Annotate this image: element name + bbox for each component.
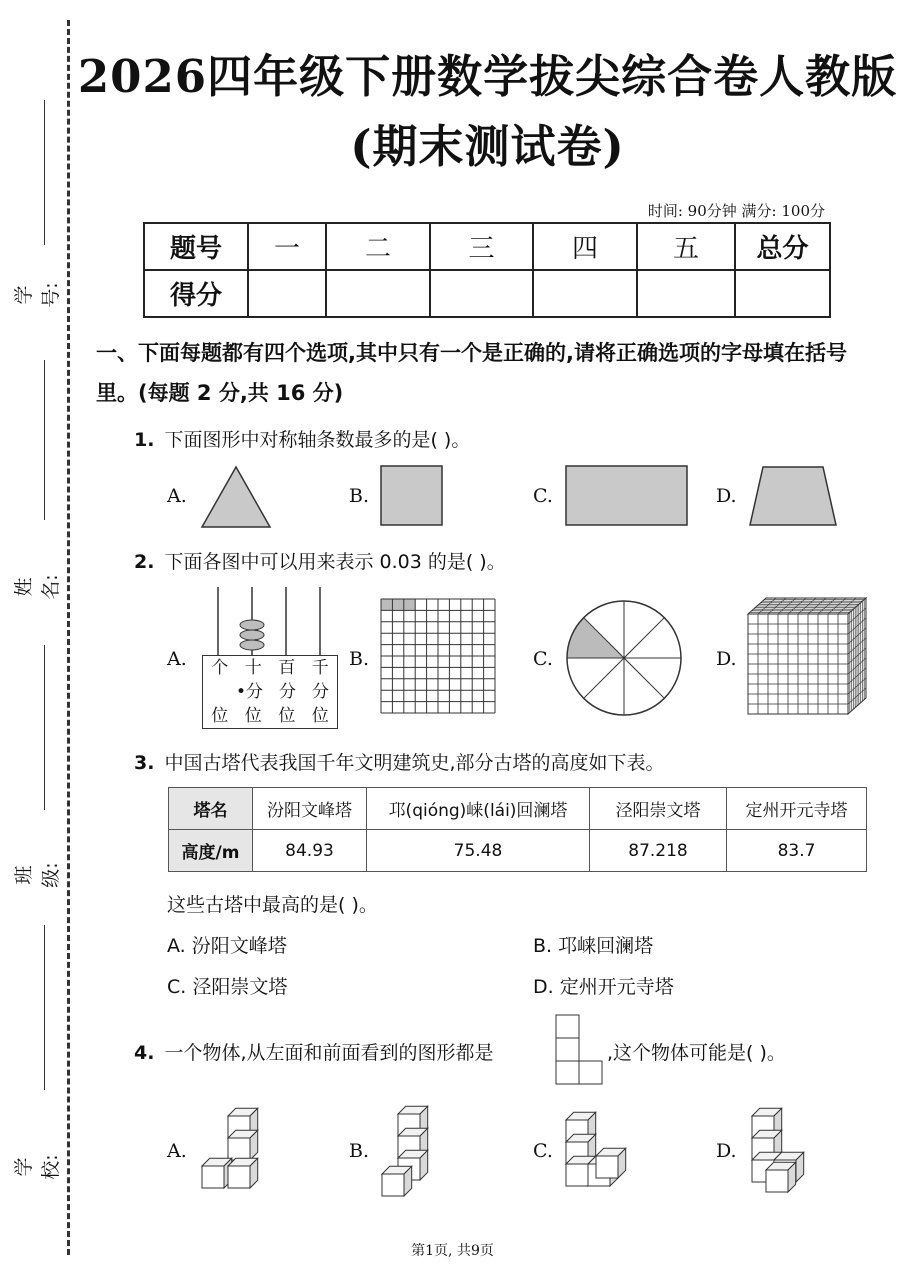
- option-b: B. 邛崃回澜塔: [533, 935, 654, 957]
- exam-meta: 时间: 90分钟 满分: 100分: [647, 202, 825, 220]
- hundred-grid-figure: [380, 598, 496, 714]
- question-text: 一个物体,从左面和前面看到的图形都是: [164, 1042, 494, 1064]
- option-label: D.: [716, 648, 737, 670]
- option-label: D.: [716, 1140, 737, 1162]
- question-number: 4.: [134, 1042, 155, 1064]
- option-label: C.: [533, 648, 553, 670]
- option-c: C. 泾阳崇文塔: [167, 976, 288, 998]
- table-header-cell: 汾阳文峰塔: [253, 788, 367, 830]
- question-number: 2.: [134, 551, 155, 573]
- triangle-figure: [200, 465, 272, 529]
- section-heading: 一、下面每题都有四个选项,其中只有一个是正确的,请将正确选项的字母填在括号里。(每题 2 分,共 16 分): [96, 341, 847, 405]
- trapezoid-figure: [748, 465, 838, 527]
- score-header-cell: 总分: [735, 223, 830, 270]
- option-label: B.: [349, 485, 370, 507]
- class-line: [44, 645, 45, 810]
- place-char: 个: [211, 658, 229, 678]
- score-cell[interactable]: [326, 270, 430, 317]
- table-header-cell: 泾阳崇文塔: [590, 788, 727, 830]
- score-header-cell: 四: [533, 223, 637, 270]
- table-header-cell: 塔名: [169, 788, 253, 830]
- place-char: 千: [311, 658, 329, 678]
- table-header-cell: 定州开元寺塔: [727, 788, 867, 830]
- page-title: 2026四年级下册数学拔尖综合卷人教版: [77, 50, 898, 103]
- score-row-label: 得分: [144, 270, 248, 317]
- score-cell[interactable]: [430, 270, 533, 317]
- binding-dashed-line: [67, 20, 70, 1255]
- option-label: B.: [349, 648, 370, 670]
- page-footer: 第1页, 共9页: [411, 1243, 494, 1259]
- question-followup: 这些古塔中最高的是( )。: [167, 894, 378, 916]
- option-label: A.: [167, 1140, 187, 1162]
- question-text: 下面各图中可以用来表示 0.03 的是( )。: [164, 551, 506, 573]
- score-cell[interactable]: [735, 270, 830, 317]
- score-cell[interactable]: [248, 270, 326, 317]
- name-label: 姓名:: [13, 574, 62, 600]
- school-label: 学校:: [13, 1154, 62, 1180]
- score-header-cell: 题号: [144, 223, 248, 270]
- tower-height-table: [168, 787, 867, 872]
- student-id-label: 学号:: [13, 282, 62, 308]
- question-3: [134, 748, 665, 775]
- cube-stack-c-figure: [562, 1108, 628, 1194]
- question-2: [134, 547, 506, 574]
- school-line: [44, 925, 45, 1090]
- cube-stack-d-figure: [748, 1104, 814, 1196]
- option-label: B.: [349, 1140, 370, 1162]
- class-label: 班级:: [13, 862, 62, 888]
- place-char: 位: [311, 706, 329, 726]
- table-cell: 75.48: [367, 830, 590, 872]
- table-cell: 84.93: [253, 830, 367, 872]
- option-d: D. 定州开元寺塔: [533, 976, 674, 998]
- table-cell: 87.218: [590, 830, 727, 872]
- place-char: 位: [211, 706, 229, 726]
- option-label: A.: [167, 485, 187, 507]
- score-table: [143, 222, 831, 318]
- score-header-cell: 五: [637, 223, 735, 270]
- student-id-line: [44, 100, 45, 245]
- question-number: 1.: [134, 429, 155, 451]
- place-char: •分: [235, 682, 263, 702]
- question-4: [134, 1038, 494, 1065]
- score-header-cell: 三: [430, 223, 533, 270]
- place-char: 十: [244, 658, 262, 678]
- score-cell[interactable]: [533, 270, 637, 317]
- score-header-cell: 二: [326, 223, 430, 270]
- page-subtitle: (期末测试卷): [350, 120, 625, 173]
- place-char: 分: [312, 682, 329, 702]
- circle-eighths-figure: [564, 598, 684, 718]
- table-row-label: 高度/m: [169, 830, 253, 872]
- option-label: C.: [533, 1140, 553, 1162]
- abacus-rods: [202, 585, 338, 655]
- cube-stack-b-figure: [378, 1100, 438, 1198]
- table-header-cell: 邛(qióng)崃(lái)回澜塔: [367, 788, 590, 830]
- table-cell: 83.7: [727, 830, 867, 872]
- question-1: [134, 425, 470, 452]
- option-label: D.: [716, 485, 737, 507]
- option-label: A.: [167, 648, 187, 670]
- name-line: [44, 360, 45, 520]
- option-label: C.: [533, 485, 553, 507]
- question-text: 下面图形中对称轴条数最多的是( )。: [164, 429, 471, 451]
- place-char: 百: [278, 658, 296, 678]
- question-text-after: ,这个物体可能是( )。: [607, 1042, 786, 1064]
- score-cell[interactable]: [637, 270, 735, 317]
- rectangle-figure: [565, 465, 689, 527]
- question-text: 中国古塔代表我国千年文明建筑史,部分古塔的高度如下表。: [164, 752, 665, 774]
- option-a: A. 汾阳文峰塔: [167, 935, 287, 957]
- place-char: 分: [279, 682, 296, 702]
- abacus-place-box: [202, 655, 338, 729]
- square-figure: [380, 465, 444, 527]
- view-shape-figure: [555, 1014, 605, 1086]
- thousand-cube-figure: [746, 596, 868, 716]
- question-number: 3.: [134, 752, 155, 774]
- cube-stack-a-figure: [198, 1100, 276, 1196]
- place-char: 位: [278, 706, 296, 726]
- place-char: 位: [244, 706, 262, 726]
- score-header-cell: 一: [248, 223, 326, 270]
